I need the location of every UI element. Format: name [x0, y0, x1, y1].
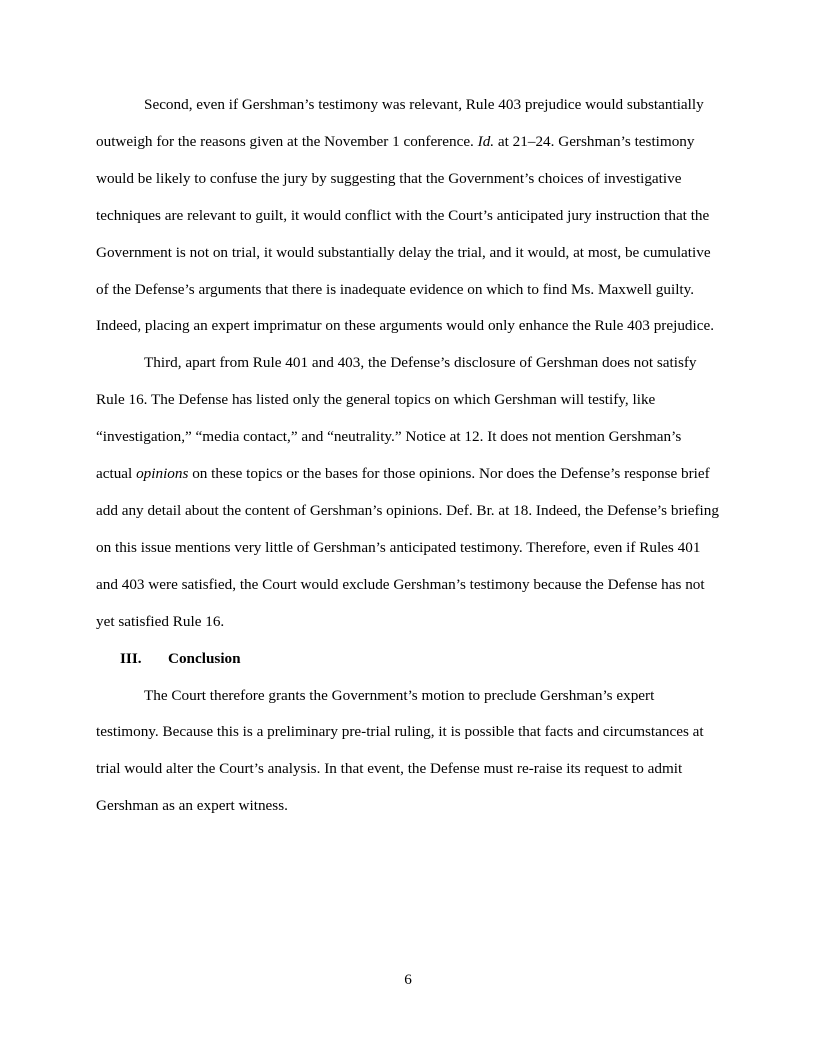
paragraph-text: Third, apart from Rule 401 and 403, the Defense’s disclosure of Gershman does not satisfy Rule 16. The Defense has listed only the general topics on which Gershman will testify, like “investigation,” “media contact,” and “neutrality.” Notice at 12. It does not mention Gershman’s actual: [96, 354, 697, 483]
document-body: [96, 87, 720, 825]
paragraph-conclusion: The Court therefore grants the Government’s motion to preclude Gershman’s expert testimony. Because this is a preliminary pre-trial ruling, it is possible that facts and circumstances at trial would alter the Court’s analysis. In that event, the Defense must re-raise its request to admit Gershman as an expert witness.: [96, 686, 704, 815]
page-number: 6: [404, 971, 412, 988]
section-title: Conclusion: [168, 649, 241, 667]
paragraph-text: at 21–24. Gershman’s testimony would be likely to confuse the jury by suggesting that the Government’s choices of investigative techniques are relevant to guilt, it would conflict with the Court’s anticipated jury instruction that the Government is not on trial, it would substantially delay the trial, and it would, at most, be cumulative of the Defense’s arguments that there is inadequate evidence on which to find Ms. Maxwell guilty. Indeed, placing an expert imprimatur on these arguments would only enhance the Rule 403 prejudice.: [96, 132, 715, 335]
emphasis-opinions: opinions: [136, 465, 189, 483]
paragraph-text: Second, even if Gershman’s testimony was relevant, Rule 403 prejudice would substantially outweigh for the reasons given at the November 1 conference.: [96, 96, 704, 150]
citation-id: Id.: [477, 132, 495, 150]
section-number: III.: [120, 649, 142, 667]
paragraph-rule-16: [96, 345, 720, 640]
section-heading: [96, 641, 720, 678]
paragraph-rule-403: [96, 87, 720, 345]
paragraph-text: on these topics or the bases for those opinions. Nor does the Defense’s response brief add any detail about the content of Gershman’s opinions. Def. Br. at 18. Indeed, the Defense’s briefing on this issue mentions very little of Gershman’s anticipated testimony. Therefore, even if Rules 401 and 403 were satisfied, the Court would exclude Gershman’s testimony because the Defense has not yet satisfied Rule 16.: [96, 465, 719, 630]
